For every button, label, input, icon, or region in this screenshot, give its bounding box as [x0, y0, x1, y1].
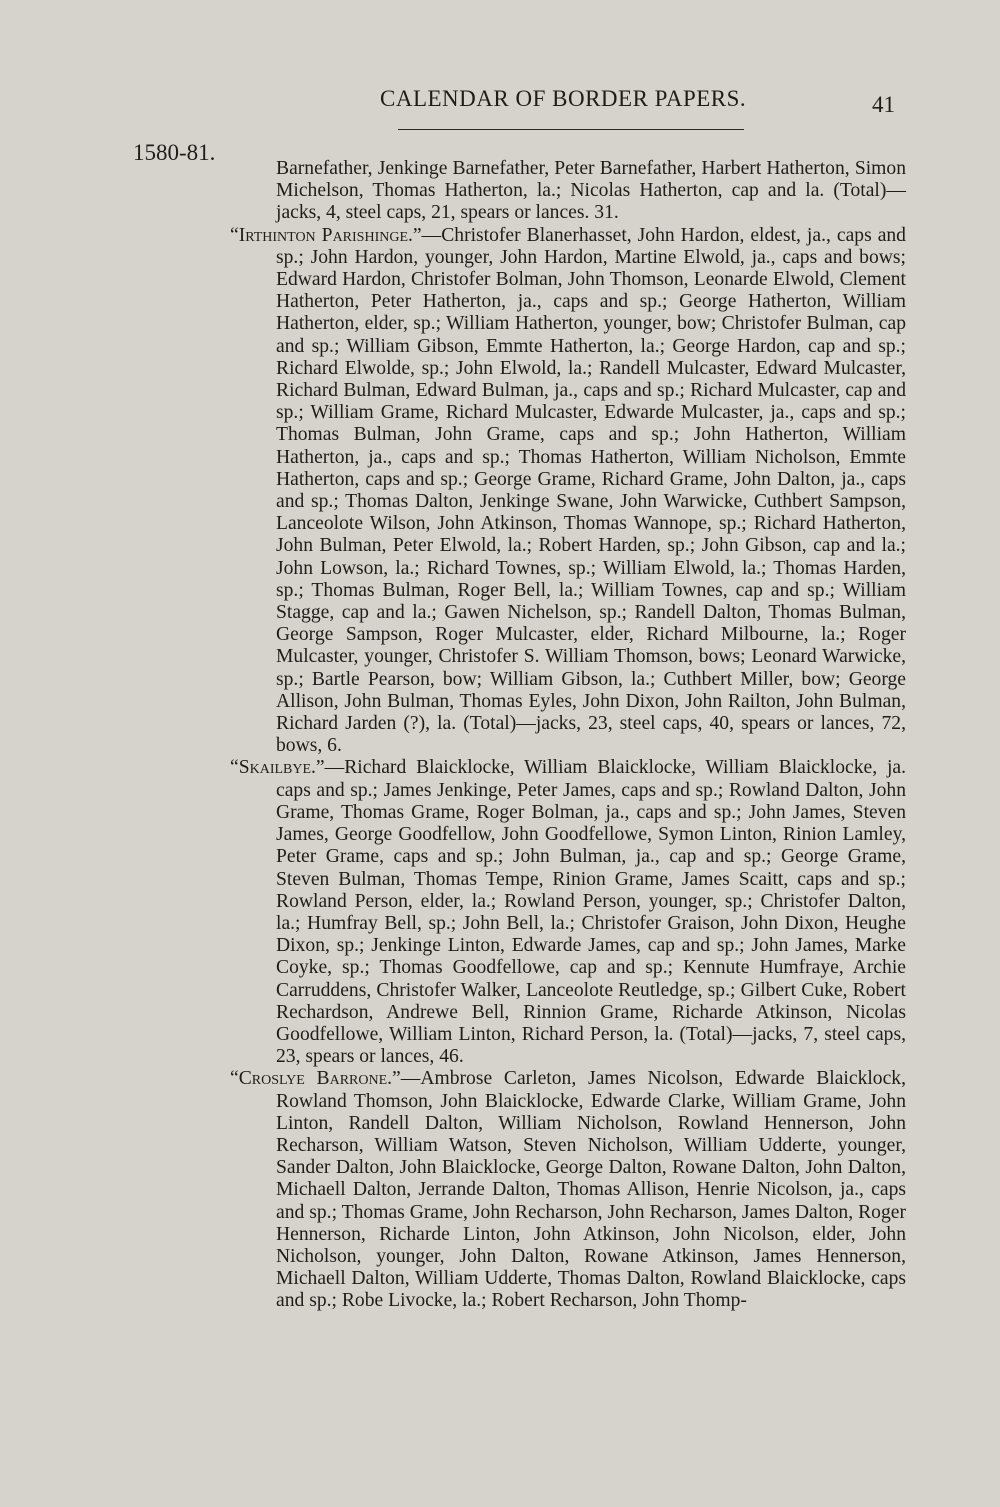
entry-croslye — [230, 1068, 906, 1312]
entry-text: Barnefather, Jenkinge Barnefather, Peter Barnefather, Harbert Hatherton, Simon Michelson, Thomas Hatherton, la.; Nicolas Hatherton, cap and la. (Total)—jacks, 4, steel caps, 21, spears or lances. 31. — [276, 158, 906, 224]
entry-heading: “Skailbye.” — [230, 757, 325, 779]
running-title: CALENDAR OF BORDER PAPERS. — [380, 86, 747, 111]
entry-continuation — [230, 158, 906, 225]
entry-text: —Ambrose Carleton, James Nicolson, Edwarde Blaicklock, Rowland Thomson, John Blaicklocke, Edwarde Clarke, William Grame, John Linton, Randell Dalton, William Nicholson, Rowland Hennerson, John Recharson, William Watson, Steven Nicholson, William Udderte, younger, Sander Dalton, John Blaicklocke, George Dalton, Rowane Dalton, John Dalton, Michaell Dalton, Jerrande Dalton, Thomas Allison, Henrie Nicolson, ja., caps and sp.; Thomas Grame, John Recharson, John Recharson, James Dalton, Roger Hennerson, Richarde Linton, John Atkinson, John Nicolson, elder, John Nicholson, younger, John Dalton, Rowane Atkinson, James Hennerson, Michaell Dalton, William Udderte, Thomas Dalton, Rowland Blaicklocke, caps and sp.; Robe Livocke, la.; Robert Recharson, John Thomp- — [276, 1068, 906, 1312]
entry-heading: “Irthinton Parishinge.” — [230, 224, 422, 246]
margin-year: 1580-81. — [133, 140, 216, 165]
entry-text: —Richard Blaicklocke, William Blaicklocke, William Blaicklocke, ja. caps and sp.; James Jenkinge, Peter James, caps and sp.; Rowland Dalton, John Grame, Thomas Grame, Roger Bolman, ja., caps and sp.; John James, Steven James, George Goodfellow, John Goodfellowe, Symon Linton, Rinion Lamley, Peter Grame, caps and sp.; John Bulman, ja., cap and sp.; George Grame, Steven Bulman, Thomas Tempe, Rinion Grame, James Scaitt, caps and sp.; Rowland Person, elder, la.; Rowland Person, younger, sp.; Christofer Dalton, la.; Humfray Bell, sp.; John Bell, la.; Christofer Graison, John Dixon, Heughe Dixon, sp.; Jenkinge Linton, Edwarde James, cap and sp.; John James, Marke Coyke, sp.; Thomas Goodfellowe, cap and sp.; Kennute Humfraye, Archie Carruddens, Christofer Walker, Lanceolote Reutledge, sp.; Gilbert Cuke, Robert Rechardson, Andrewe Bell, Rinnion Grame, Richarde Atkinson, Nicolas Goodfellowe, William Linton, Richard Person, la. (Total)—jacks, 7, steel caps, 23, spears or lances, 46. — [276, 757, 906, 1068]
entry-skailbye — [230, 757, 906, 1068]
page-number: 41 — [872, 92, 895, 117]
calendar-body — [230, 158, 906, 1313]
header-rule — [398, 129, 744, 130]
entry-irthinton — [230, 225, 906, 758]
entry-text: —Christofer Blanerhasset, John Hardon, eldest, ja., caps and sp.; John Hardon, younger, John Hardon, Martine Elwold, ja., caps and bows; Edward Hardon, Christofer Bolman, John Thomson, Leonarde Elwold, Clement Hatherton, Peter Hatherton, ja., caps and sp.; George Hatherton, William Hatherton, elder, sp.; William Hatherton, younger, bow; Christofer Bulman, cap and sp.; William Gibson, Emmte Hatherton, la.; George Hardon, cap and sp.; Richard Elwolde, sp.; John Elwold, la.; Randell Mulcaster, Edward Mulcaster, Richard Bulman, Edward Bulman, ja., caps and sp.; Richard Mulcaster, cap and sp.; William Grame, Richard Mulcaster, Edwarde Mulcaster, ja., caps and sp.; Thomas Bulman, John Grame, caps and sp.; John Hatherton, William Hatherton, ja., caps and sp.; Thomas Hatherton, William Nicholson, Emmte Hatherton, caps and sp.; George Grame, Richard Grame, John Dalton, ja., caps and sp.; Thomas Dalton, Jenkinge Swane, John Warwicke, Cuthbert Sampson, Lanceolote Wilson, John Atkinson, Thomas Wannope, sp.; Richard Hatherton, John Bulman, Peter Elwold, la.; Robert Harden, sp.; John Gibson, cap and la.; John Lowson, la.; Richard Townes, sp.; William Elwold, la.; Thomas Harden, sp.; Thomas Bulman, Roger Bell, la.; William Townes, cap and sp.; William Stagge, cap and la.; Gawen Nichelson, sp.; Randell Dalton, Thomas Bulman, George Sampson, Roger Mulcaster, elder, Richard Milbourne, la.; Roger Mulcaster, younger, Christofer S. William Thomson, bows; Leonard Warwicke, sp.; Bartle Pearson, bow; William Gibson, la.; Cuthbert Miller, bow; George Allison, John Bulman, Thomas Eyles, John Dixon, John Railton, John Bulman, Richard Jarden (?), la. (Total)—jacks, 23, steel caps, 40, spears or lances, 72, bows, 6. — [276, 224, 906, 757]
entry-heading: “Croslye Barrone.” — [230, 1068, 401, 1090]
